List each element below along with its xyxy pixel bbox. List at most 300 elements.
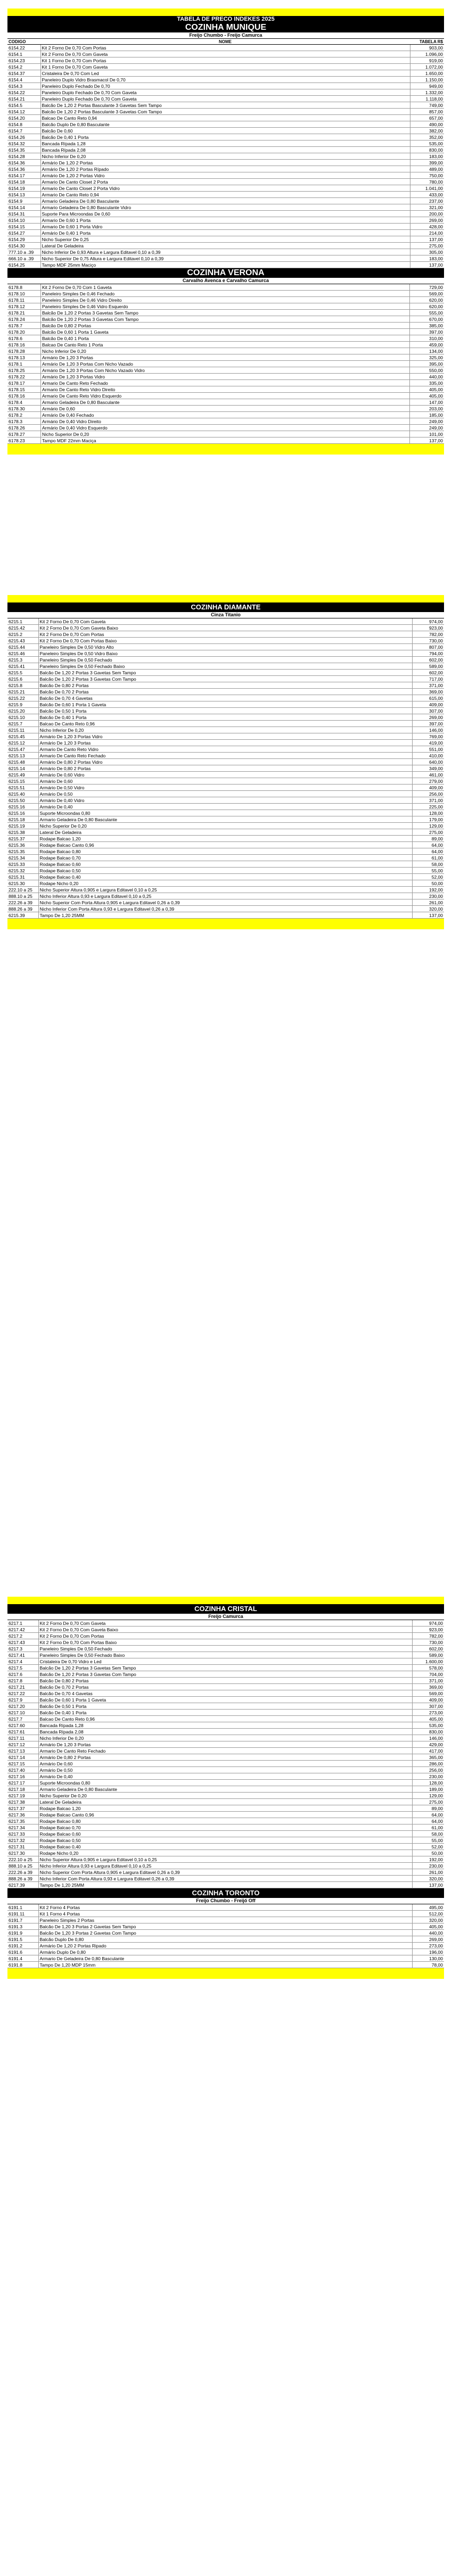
cell-name: Nicho Inferior Com Porta Altura 0,93 e Largura Editavel 0,26 a 0,39 (38, 1876, 412, 1882)
cell-name: Balcão De 1,20 2 Portas 3 Gavetas Sem Tampo (41, 310, 410, 316)
table-row (7, 83, 444, 89)
table-row (7, 153, 444, 160)
table-row (7, 708, 444, 714)
table-row (7, 128, 444, 134)
table-row (7, 45, 444, 51)
cell-price: 273,00 (412, 1943, 444, 1949)
cell-code: 6215.16 (7, 810, 38, 816)
cell-price: 305,00 (410, 249, 444, 255)
table-row (7, 172, 444, 179)
cell-code: 6215.37 (7, 836, 38, 842)
table-row (7, 262, 444, 268)
document-title: TABELA DE PRECO INDEKES 2025 (7, 16, 444, 23)
cell-name: Balcão De 0,80 2 Portas (41, 323, 410, 329)
cell-code: 6154.31 (7, 211, 40, 217)
table-row (7, 147, 444, 153)
cell-name: Tampo De 1,20 25MM (38, 1882, 412, 1888)
cell-name: Nicho Superior De 0,20 (41, 431, 410, 437)
table-row (7, 323, 444, 329)
cell-price: 405,00 (412, 1716, 444, 1722)
table-row (7, 217, 444, 224)
table-row (7, 631, 444, 638)
cell-price: 261,00 (412, 1869, 444, 1876)
table-row (7, 676, 444, 682)
cell-price: 61,00 (412, 855, 444, 861)
cell-price: 730,00 (412, 1639, 444, 1646)
table-row (7, 848, 444, 855)
cell-code: 6178.25 (7, 367, 41, 374)
cell-price: 749,00 (410, 102, 444, 109)
cell-code: 6215.8 (7, 682, 38, 689)
cell-code: 6217.39 (7, 1882, 38, 1888)
cell-code: 6154.30 (7, 243, 40, 249)
cell-price: 371,00 (412, 797, 444, 804)
cell-price: 512,00 (412, 1911, 444, 1917)
yellow-band (7, 1597, 444, 1604)
cell-name: Lateral De Geladeira (40, 243, 410, 249)
table-row (7, 291, 444, 297)
cell-price: 275,00 (412, 829, 444, 836)
cell-code: 6154.5 (7, 102, 40, 109)
cell-code: 6154.35 (7, 147, 40, 153)
table-row (7, 861, 444, 868)
cell-code: 6217.20 (7, 1703, 38, 1710)
cell-name: Armario De Canto Closet 2 Porta Vidro (40, 185, 410, 192)
cell-price: 146,00 (412, 1735, 444, 1741)
cell-price: 256,00 (412, 791, 444, 797)
cell-price: 335,00 (410, 380, 445, 386)
cell-price: 974,00 (412, 618, 444, 625)
cell-code: 6154.23 (7, 57, 40, 64)
section-title-toronto: COZINHA TORONTO (7, 1888, 444, 1898)
cell-code: 6215.15 (7, 778, 38, 785)
cell-price: 52,00 (412, 874, 444, 880)
cell-code: 6215.51 (7, 785, 38, 791)
cell-name: Armario De 0,60 1 Porta Vidro (40, 224, 410, 230)
cell-name: Paneleiro Simples De 0,50 Fechado Baixo (38, 663, 412, 670)
cell-code: 6217.61 (7, 1729, 38, 1735)
cell-price: 974,00 (412, 1620, 444, 1626)
table-row (7, 1904, 444, 1911)
section-subtitle-verona: Carvalho Avenca e Carvalho Camurca (7, 278, 444, 284)
cell-code: 6154.36 (7, 166, 40, 172)
yellow-band (7, 919, 444, 929)
table-row (7, 1786, 444, 1793)
cell-name: Armário De 1,20 3 Portas (41, 354, 410, 361)
cell-name: Armário De 0,50 (38, 791, 412, 797)
cell-name: Cristaleira De 0,70 Com Led (40, 70, 410, 77)
cell-price: 807,00 (412, 644, 444, 650)
cell-price: 535,00 (410, 141, 444, 147)
cell-name: Paneleiro Simples De 0,46 Fechado (41, 291, 410, 297)
cell-price: 620,00 (410, 303, 445, 310)
yellow-band (7, 1968, 444, 1979)
cell-name: Balcão De 1,20 2 Portas Basculante 3 Gavetas Sem Tampo (40, 102, 410, 109)
cell-name: Balcão De 0,50 1 Porta (38, 1703, 412, 1710)
cell-price: 410,00 (412, 753, 444, 759)
cell-name: Suporte Microondas 0,80 (38, 1780, 412, 1786)
cell-code: 6217.18 (7, 1786, 38, 1793)
cell-name: Paneleiro Simples De 0,50 Fechado Baixo (38, 1652, 412, 1658)
cell-name: Kit 2 Forno De 0,70 Com Gaveta (38, 618, 412, 625)
cell-price: 129,00 (412, 1793, 444, 1799)
table-row (7, 77, 444, 83)
cell-code: 6217.32 (7, 1837, 38, 1844)
cell-code: 6215.11 (7, 727, 38, 733)
section-title-verona: COZINHA VERONA (7, 268, 444, 278)
cell-code: 6154.18 (7, 179, 40, 185)
cell-name: Nicho Inferior Altura 0,93 e Largura Editavel 0,10 a 0,25 (38, 893, 412, 899)
cell-price: 101,00 (410, 431, 445, 437)
cell-code: 888.10 a 25 (7, 1863, 38, 1869)
cell-code: 777.10 a .39 (7, 249, 40, 255)
cell-name: Tampo MDF 22mm Maciça (41, 437, 410, 444)
cell-name: Balcao De Canto Reto 0,94 (40, 115, 410, 121)
cell-code: 6178.8 (7, 284, 41, 291)
cell-price: 729,00 (410, 284, 445, 291)
cell-name: Rodape Nicho 0,20 (38, 1850, 412, 1856)
table-row (7, 1780, 444, 1786)
table-row (7, 1735, 444, 1741)
cell-price: 949,00 (410, 83, 444, 89)
cell-code: 888.26 a 39 (7, 1876, 38, 1882)
table-row (7, 816, 444, 823)
cell-code: 6178.30 (7, 406, 41, 412)
cell-name: Armario Geladeira De 0,80 Basculante (41, 399, 410, 406)
cell-price: 320,00 (412, 1917, 444, 1923)
section-title-cristal: COZINHA CRISTAL (7, 1604, 444, 1614)
table-row (7, 1678, 444, 1684)
table-row (7, 1949, 444, 1955)
cell-code: 6215.3 (7, 657, 38, 663)
section-subtitle-toronto: Freijo Chumbo - Freijó Off (7, 1898, 444, 1904)
cell-price: 256,00 (412, 1767, 444, 1773)
cell-price: 369,00 (412, 1684, 444, 1690)
cell-code: 6217.41 (7, 1652, 38, 1658)
cell-code: 6217.31 (7, 1844, 38, 1850)
table-row (7, 753, 444, 759)
cell-code: 6178.27 (7, 431, 41, 437)
cell-price: 183,00 (410, 153, 444, 160)
cell-price: 137,00 (412, 912, 444, 919)
table-row (7, 1773, 444, 1780)
cell-code: 6154.3 (7, 83, 40, 89)
cell-name: Armário De 0,80 2 Portas (38, 765, 412, 772)
cell-price: 489,00 (410, 166, 444, 172)
cell-name: Rodape Balcao 0,40 (38, 1844, 412, 1850)
cell-code: 6154.14 (7, 204, 40, 211)
cell-price: 399,00 (410, 160, 444, 166)
cell-price: 794,00 (412, 650, 444, 657)
cell-price: 569,00 (412, 1690, 444, 1697)
cell-name: Kit 1 Forno 4 Portas (38, 1911, 412, 1917)
cell-price: 130,00 (412, 1955, 444, 1962)
cell-price: 64,00 (412, 1812, 444, 1818)
cell-name: Rodape Balcao 0,70 (38, 855, 412, 861)
cell-code: 666.10 a .39 (7, 255, 40, 262)
cell-code: 6217.36 (7, 1812, 38, 1818)
table-row (7, 1620, 444, 1626)
cell-code: 6154.19 (7, 185, 40, 192)
table-row (7, 348, 444, 354)
cell-name: Paneleiro Simples De 0,50 Vidro Baixo (38, 650, 412, 657)
table-row (7, 1936, 444, 1943)
cell-price: 137,00 (410, 437, 445, 444)
cell-code: 6217.37 (7, 1805, 38, 1812)
cell-name: Armário De 1,20 3 Portas Vidro (41, 374, 410, 380)
cell-name: Armário De 1,20 3 Portas Com Nicho Vazado (41, 361, 410, 367)
table-row (7, 746, 444, 753)
table-row (7, 823, 444, 829)
cell-price: 578,00 (412, 1665, 444, 1671)
cell-name: Bancada Rípada 2,08 (40, 147, 410, 153)
table-row (7, 682, 444, 689)
table-row (7, 1917, 444, 1923)
cell-code: 6215.12 (7, 740, 38, 746)
cell-code: 6217.43 (7, 1639, 38, 1646)
section-subtitle-cristal: Freijo Camurca (7, 1614, 444, 1620)
cell-price: 923,00 (412, 625, 444, 631)
col-code: CODIGO (7, 39, 40, 45)
cell-name: Armário De 0,40 (38, 1773, 412, 1780)
cell-price: 1.072,00 (410, 64, 444, 70)
table-row (7, 1722, 444, 1729)
cell-code: 6215.19 (7, 823, 38, 829)
yellow-band (7, 9, 444, 16)
cell-price: 459,00 (410, 342, 445, 348)
cell-price: 58,00 (412, 1831, 444, 1837)
cell-name: Paneleiro Duplo Fechado De 0,70 (40, 83, 410, 89)
cell-code: 6217.35 (7, 1818, 38, 1824)
cell-code: 6178.6 (7, 335, 41, 342)
cell-code: 6191.8 (7, 1962, 38, 1968)
table-row (7, 297, 444, 303)
cell-name: Armário De 0,40 Vidro Direito (41, 418, 410, 425)
cell-price: 134,00 (410, 348, 445, 354)
table-row (7, 765, 444, 772)
table-row (7, 109, 444, 115)
cell-price: 1.096,00 (410, 51, 444, 57)
cell-name: Kit 2 Forno De 0,70 Com Portas Baixo (38, 1639, 412, 1646)
cell-code: 6217.9 (7, 1697, 38, 1703)
table-row (7, 211, 444, 217)
cell-code: 6215.42 (7, 625, 38, 631)
cell-price: 461,00 (412, 772, 444, 778)
cell-name: Balcão De 0,70 2 Portas (38, 689, 412, 695)
cell-code: 6217.34 (7, 1824, 38, 1831)
cell-code: 6215.35 (7, 848, 38, 855)
cell-code: 6215.13 (7, 753, 38, 759)
cell-name: Balcão De 0,50 1 Porta (38, 708, 412, 714)
cell-price: 64,00 (412, 842, 444, 848)
cell-code: 6217.13 (7, 1748, 38, 1754)
cell-name: Bancada Rípada 1,28 (40, 141, 410, 147)
table-row (7, 361, 444, 367)
cell-price: 419,00 (412, 740, 444, 746)
cell-price: 923,00 (412, 1626, 444, 1633)
table-row (7, 354, 444, 361)
section-subtitle-diamante: Cinza Titanio (7, 612, 444, 618)
cell-name: Armario De Canto Closet 2 Porta (40, 179, 410, 185)
cell-code: 6178.15 (7, 386, 41, 393)
table-row (7, 115, 444, 121)
cell-price: 269,00 (412, 1936, 444, 1943)
table-row (7, 842, 444, 848)
cell-price: 64,00 (412, 848, 444, 855)
cell-name: Balcão Duplo De 0,80 (38, 1936, 412, 1943)
table-row (7, 695, 444, 701)
table-row (7, 1850, 444, 1856)
cell-name: Nicho Inferior De 0,20 (41, 348, 410, 354)
cell-code: 6217.10 (7, 1710, 38, 1716)
cell-name: Balcão De 0,60 1 Porta 1 Gaveta (38, 1697, 412, 1703)
cell-name: Bancada Rípada 2,08 (38, 1729, 412, 1735)
cell-code: 6154.9 (7, 198, 40, 204)
table-row (7, 1710, 444, 1716)
table-row (7, 912, 444, 919)
cell-code: 6217.5 (7, 1665, 38, 1671)
cell-price: 1.118,00 (410, 96, 444, 102)
cell-price: 196,00 (412, 1949, 444, 1955)
cell-code: 6215.49 (7, 772, 38, 778)
cell-name: Rodape Nicho 0,20 (38, 880, 412, 887)
cell-name: Rodape Balcao 0,40 (38, 874, 412, 880)
cell-price: 261,00 (412, 899, 444, 906)
cell-code: 6217.17 (7, 1780, 38, 1786)
cell-price: 409,00 (412, 1697, 444, 1703)
cell-name: Tampo MDF 25mm Maciço (40, 262, 410, 268)
cell-code: 6191.6 (7, 1949, 38, 1955)
price-table-diamante (7, 618, 444, 919)
cell-code: 6154.12 (7, 109, 40, 115)
cell-name: Armário De 0,60 (38, 778, 412, 785)
table-row (7, 906, 444, 912)
cell-name: Armário De 1,20 2 Portas (40, 160, 410, 166)
table-row (7, 701, 444, 708)
cell-price: 397,00 (410, 329, 445, 335)
cell-name: Kit 2 Forno 4 Portas (38, 1904, 412, 1911)
cell-price: 310,00 (410, 335, 445, 342)
table-row (7, 185, 444, 192)
cell-code: 6154.15 (7, 224, 40, 230)
cell-code: 6217.22 (7, 1690, 38, 1697)
table-row (7, 1844, 444, 1850)
cell-price: 640,00 (412, 759, 444, 765)
cell-price: 189,00 (412, 1786, 444, 1793)
cell-code: 888.26 a 39 (7, 906, 38, 912)
cell-code: 6215.7 (7, 721, 38, 727)
table-row (7, 638, 444, 644)
cell-price: 230,00 (412, 893, 444, 899)
cell-code: 6215.21 (7, 689, 38, 695)
table-row (7, 1626, 444, 1633)
table-row (7, 887, 444, 893)
cell-price: 750,00 (410, 172, 444, 179)
cell-price: 183,00 (410, 255, 444, 262)
table-row (7, 386, 444, 393)
table-row (7, 284, 444, 291)
table-row (7, 804, 444, 810)
cell-name: Armário De 0,60 Vidro (38, 772, 412, 778)
cell-code: 6178.21 (7, 310, 41, 316)
cell-code: 6215.48 (7, 759, 38, 765)
table-row (7, 1805, 444, 1812)
cell-price: 192,00 (412, 1856, 444, 1863)
cell-name: Armário De 0,60 (41, 406, 410, 412)
cell-code: 222.26 a 39 (7, 899, 38, 906)
cell-price: 128,00 (412, 810, 444, 816)
cell-name: Paneleiro Simples De 0,50 Fechado (38, 1646, 412, 1652)
cell-code: 6154.21 (7, 96, 40, 102)
cell-code: 6178.16 (7, 393, 41, 399)
table-row (7, 778, 444, 785)
col-name: NOME (40, 39, 410, 45)
cell-price: 307,00 (412, 708, 444, 714)
cell-name: Kit 2 Forno De 0,70 Com Portas (38, 631, 412, 638)
cell-code: 6191.1 (7, 1904, 38, 1911)
cell-name: Kit 2 Forno De 0,70 Com Portas (38, 1633, 412, 1639)
cell-name: Balcão Duplo De 0,80 Basculante (40, 121, 410, 128)
cell-name: Balcão De 0,40 1 Porta (40, 134, 410, 141)
table-row (7, 230, 444, 236)
table-row (7, 1869, 444, 1876)
cell-name: Armario De Canto Reto 0,94 (40, 192, 410, 198)
cell-code: 222.10 a 25 (7, 887, 38, 893)
table-row (7, 1716, 444, 1722)
cell-code: 6191.7 (7, 1917, 38, 1923)
cell-name: Nicho Inferior De 0,93 Altura e Largura Editavel 0,10 a 0,39 (40, 249, 410, 255)
cell-code: 6215.39 (7, 912, 38, 919)
table-row (7, 1943, 444, 1949)
table-row (7, 367, 444, 374)
cell-price: 704,00 (412, 1671, 444, 1678)
cell-code: 6154.28 (7, 153, 40, 160)
table-row (7, 1863, 444, 1869)
cell-code: 6217.21 (7, 1684, 38, 1690)
table-row (7, 1767, 444, 1773)
cell-name: Kit 2 Forno De 0,70 Com Gaveta (40, 51, 410, 57)
cell-price: 64,00 (412, 1818, 444, 1824)
cell-price: 55,00 (412, 868, 444, 874)
cell-name: Kit 2 Forno De 0,70 Com Portas (40, 45, 410, 51)
cell-name: Nicho Superior De 0,75 Altura e Largura Editavel 0,10 a 0,39 (40, 255, 410, 262)
cell-code: 6154.8 (7, 121, 40, 128)
price-table-munique (7, 39, 444, 268)
price-table-toronto (7, 1904, 444, 1968)
cell-name: Nicho Superior De 0,20 (38, 823, 412, 829)
cell-price: 433,00 (410, 192, 444, 198)
cell-code: 6178.17 (7, 380, 41, 386)
cell-price: 385,00 (410, 323, 445, 329)
cell-price: 320,00 (412, 1876, 444, 1882)
cell-name: Balcão De 0,40 1 Porta (38, 714, 412, 721)
cell-price: 417,00 (412, 1748, 444, 1754)
table-row (7, 134, 444, 141)
table-row (7, 625, 444, 631)
cell-code: 6217.33 (7, 1831, 38, 1837)
table-row (7, 179, 444, 185)
cell-name: Paneleiro Duplo Fechado De 0,70 Com Gaveta (40, 89, 410, 96)
cell-name: Armario Geladeira De 0,80 Basculante Vidro (40, 204, 410, 211)
cell-name: Kit 2 Forno De 0,70 Com Gaveta Baixo (38, 1626, 412, 1633)
cell-price: 782,00 (412, 631, 444, 638)
cell-price: 365,00 (412, 1754, 444, 1761)
cell-price: 352,00 (410, 134, 444, 141)
cell-name: Armário De 1,20 3 Portas (38, 1741, 412, 1748)
table-row (7, 335, 444, 342)
cell-code: 222.10 a 25 (7, 1856, 38, 1863)
table-row (7, 1955, 444, 1962)
